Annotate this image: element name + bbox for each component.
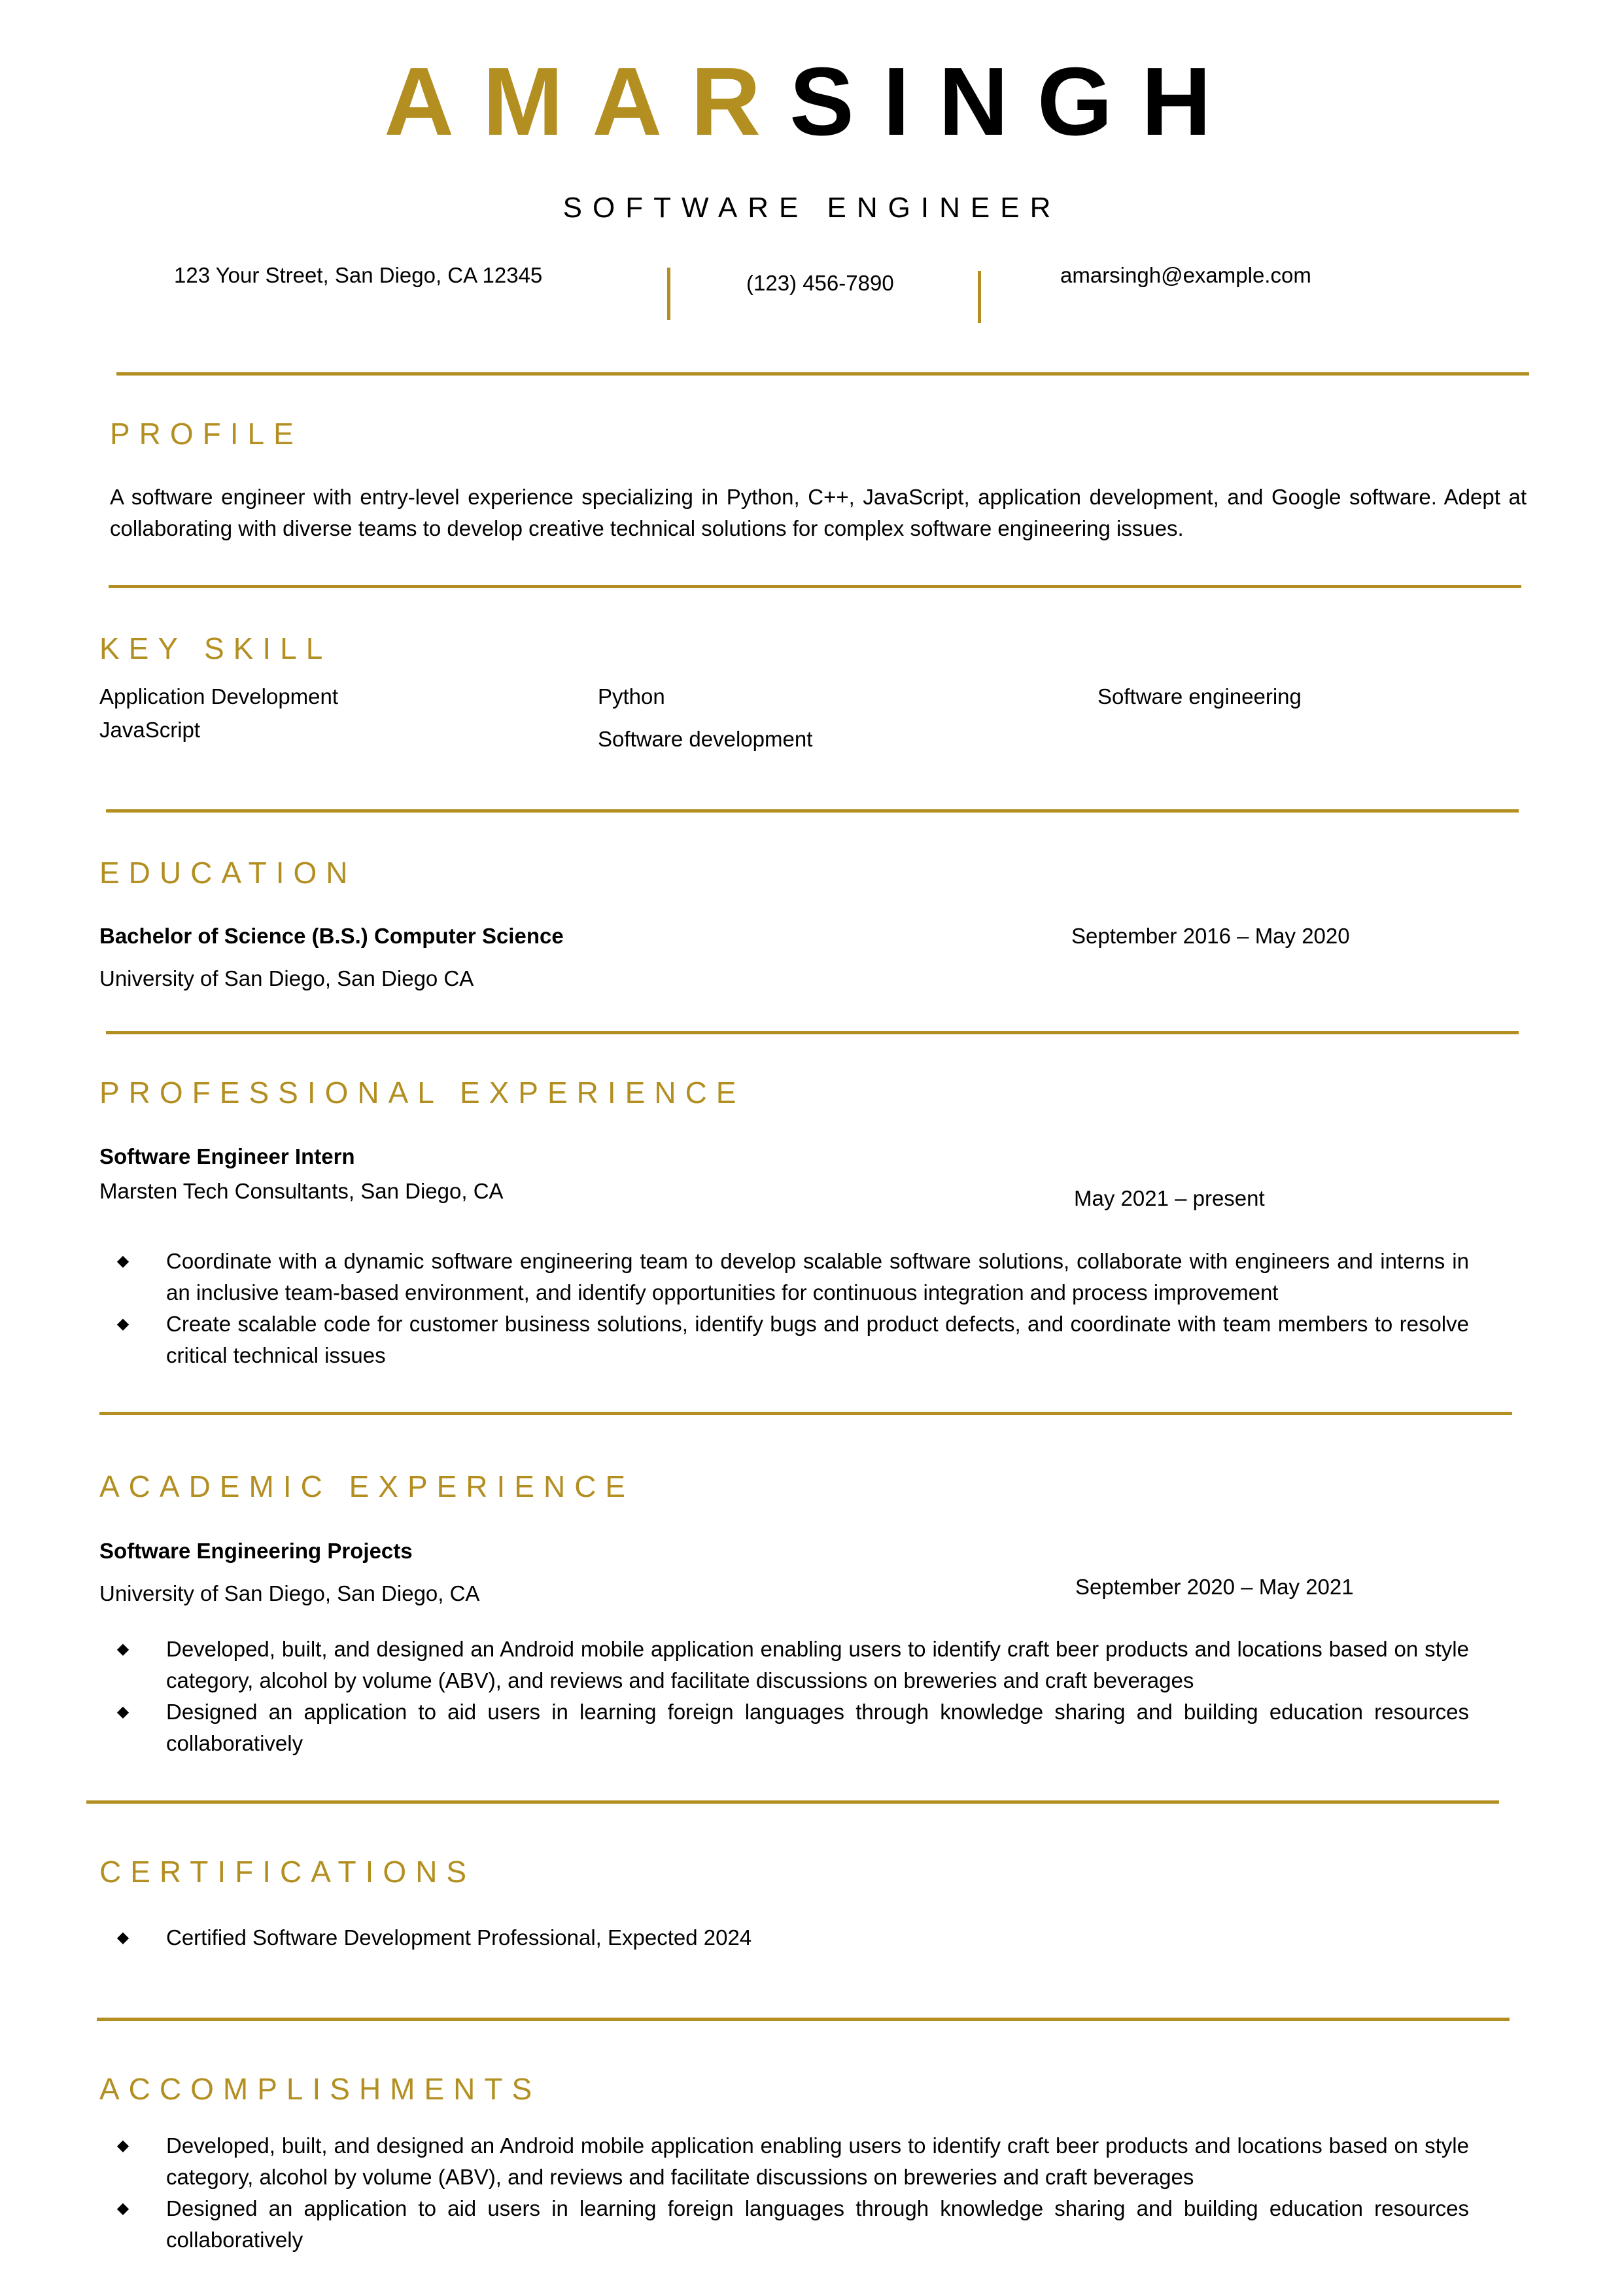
accomplishments-bullets (115, 2130, 1469, 2256)
list-item: ◆ Designed an application to aid users in learning foreign languages through knowledge sharing and building education resources collaboratively (115, 2193, 1469, 2256)
section-divider (109, 585, 1521, 588)
bullet-icon: ◆ (116, 1640, 130, 1658)
section-divider (86, 1800, 1499, 1804)
bullet-icon: ◆ (116, 2199, 130, 2217)
school: University of San Diego, San Diego CA (99, 966, 474, 990)
list-item: ◆ Coordinate with a dynamic software engineering team to develop scalable software solutions, collaborate with engineers and interns in an inclusive team-based environment, and identify opportunities for continuous integration and process improvement (115, 1246, 1469, 1308)
certifications-heading: CERTIFICATIONS (99, 1855, 476, 1889)
bullet-icon: ◆ (116, 1252, 130, 1270)
profile-summary: A software engineer with entry-level experience specializing in Python, C++, JavaScript, application development, and Google software. Adept at collaborating with diverse teams to develop creative technical solutions for complex software engineering issues. (110, 485, 1527, 540)
bullet-icon: ◆ (116, 1703, 130, 1721)
section-divider (116, 372, 1529, 376)
academic-heading: ACADEMIC EXPERIENCE (99, 1469, 635, 1503)
contact-email: amarsingh@example.com (1060, 263, 1311, 287)
employer: Marsten Tech Consultants, San Diego, CA (99, 1179, 504, 1203)
education-dates: September 2016 – May 2020 (1071, 924, 1350, 948)
degree: Bachelor of Science (B.S.) Computer Science (99, 924, 564, 948)
academic-bullets (115, 1634, 1469, 1759)
last-name: SINGH (789, 48, 1240, 156)
contact-address: 123 Your Street, San Diego, CA 12345 (174, 263, 543, 287)
job-dates: May 2021 – present (1074, 1186, 1265, 1210)
project-title: Software Engineering Projects (99, 1539, 413, 1563)
list-item: ◆ Certified Software Development Professional, Expected 2024 (115, 1922, 1469, 1953)
skill-item: Application Development (99, 684, 339, 709)
job-title: SOFTWARE ENGINEER (562, 192, 1062, 224)
contact-divider (667, 268, 670, 320)
skill-item: Software engineering (1097, 684, 1302, 709)
list-item: ◆ Developed, built, and designed an Android mobile application enabling users to identify craft beer products and locations based on style category, alcohol by volume (ABV), and reviews and facilitate discussions on breweries and craft beverages (115, 1634, 1469, 1696)
section-divider (106, 809, 1519, 813)
education-heading: EDUCATION (99, 856, 357, 890)
skill-item: Software development (598, 727, 813, 751)
skills-heading: KEY SKILL (99, 631, 332, 665)
bullet-icon: ◆ (116, 1315, 130, 1333)
section-divider (99, 1412, 1512, 1415)
professional-heading: PROFESSIONAL EXPERIENCE (99, 1076, 746, 1110)
bullet-icon: ◆ (116, 1929, 130, 1946)
profile-heading: PROFILE (110, 417, 303, 451)
contact-phone: (123) 456-7890 (746, 271, 894, 295)
section-divider (106, 1031, 1519, 1034)
contact-divider (978, 271, 981, 323)
professional-bullets (115, 1246, 1469, 1371)
project-school: University of San Diego, San Diego, CA (99, 1581, 480, 1605)
job-role: Software Engineer Intern (99, 1144, 355, 1168)
certifications-list (115, 1922, 1469, 1953)
candidate-name (0, 48, 1624, 156)
bullet-icon: ◆ (116, 2137, 130, 2154)
project-dates: September 2020 – May 2021 (1075, 1575, 1354, 1599)
accomplishments-heading: ACCOMPLISHMENTS (99, 2072, 542, 2106)
list-item: ◆ Designed an application to aid users in learning foreign languages through knowledge sharing and building education resources collaboratively (115, 1696, 1469, 1759)
list-item: ◆ Create scalable code for customer business solutions, identify bugs and product defects, and coordinate with team members to resolve critical technical issues (115, 1308, 1469, 1371)
skill-item: JavaScript (99, 718, 201, 742)
skill-item: Python (598, 684, 665, 709)
list-item: ◆ Developed, built, and designed an Android mobile application enabling users to identify craft beer products and locations based on style category, alcohol by volume (ABV), and reviews and facilitate discussions on breweries and craft beverages (115, 2130, 1469, 2193)
section-divider (97, 2018, 1510, 2021)
first-name: AMAR (384, 48, 790, 156)
